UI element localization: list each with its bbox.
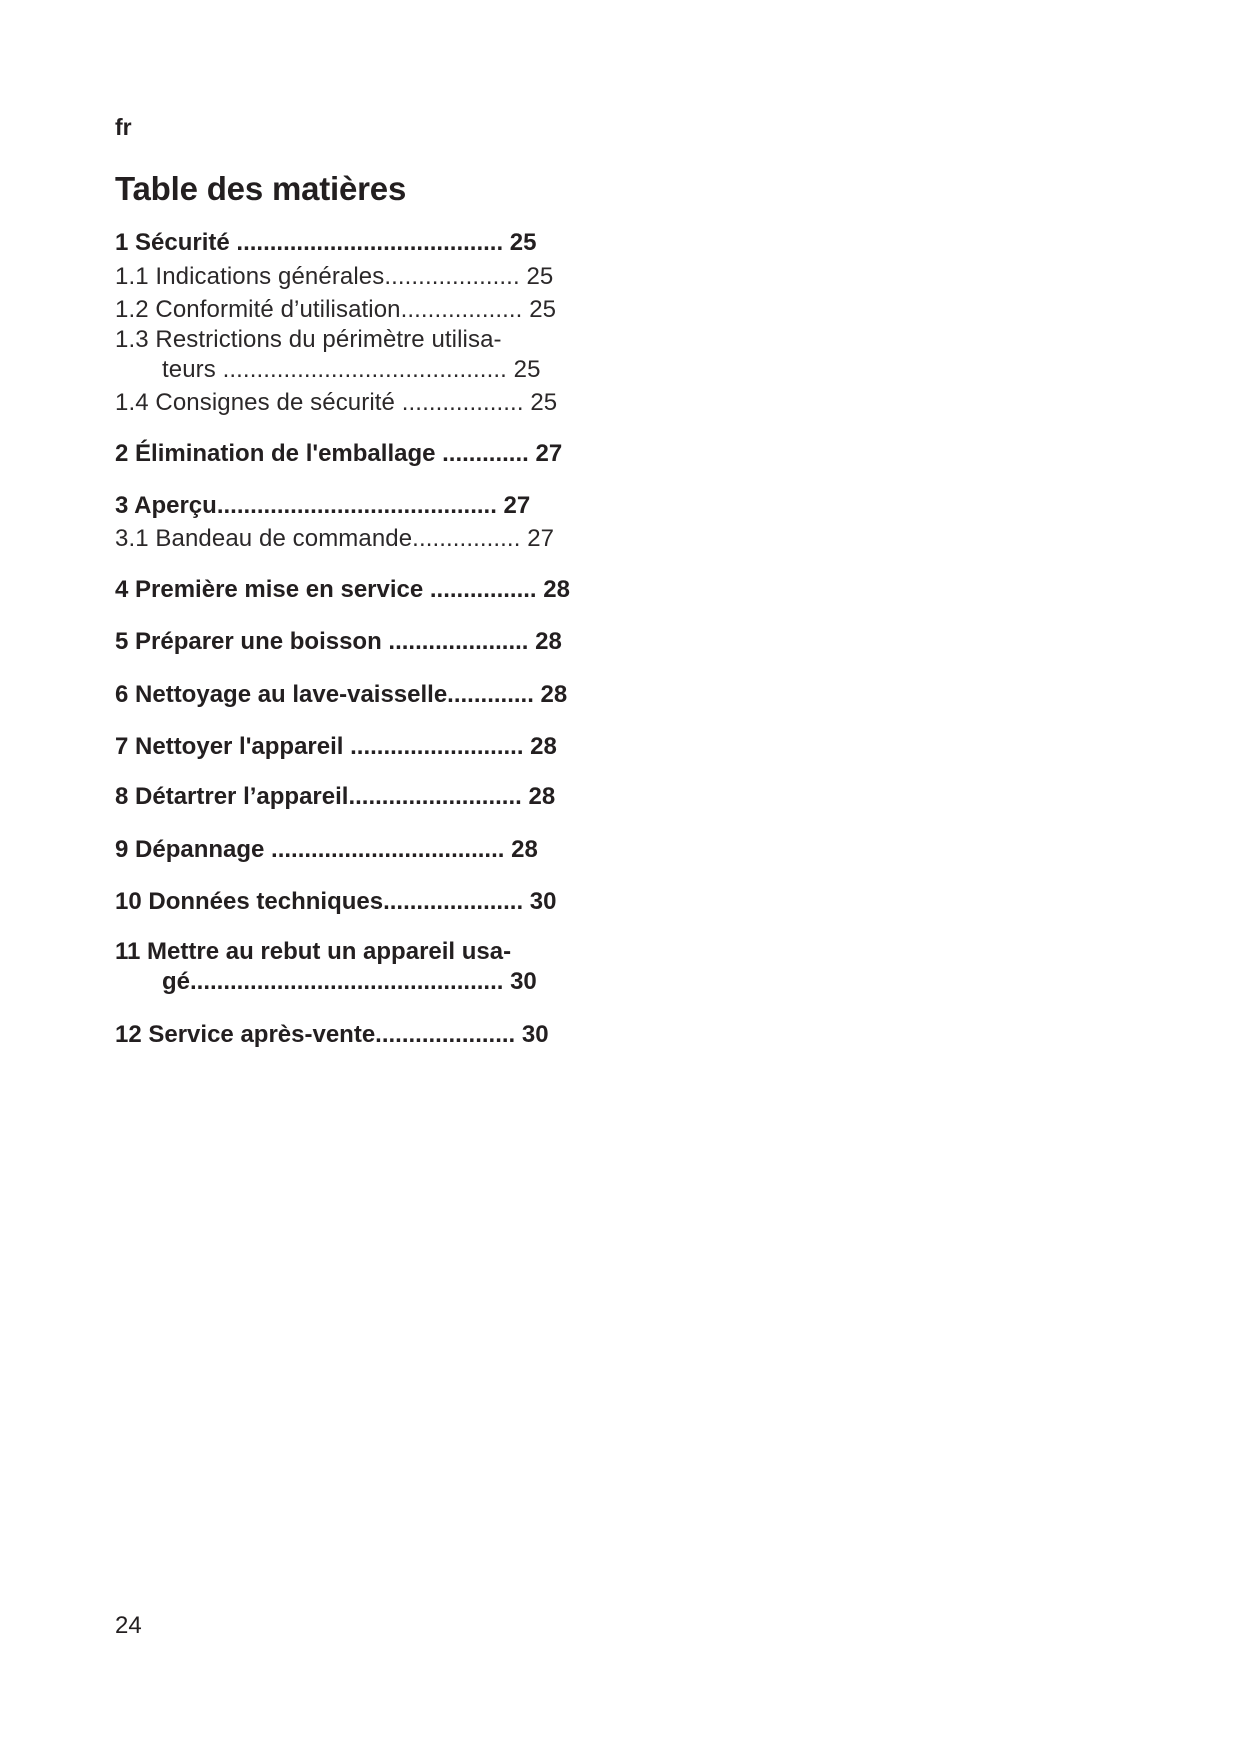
toc-entry-11[interactable]: 11 Mettre au rebut un appareil usa- (115, 938, 512, 965)
page-title: Table des matières (115, 170, 407, 207)
toc-entry-3-1[interactable]: 3.1 Bandeau de commande................ 27 (115, 525, 555, 552)
toc-entry-9[interactable]: 9 Dépannage ................................... 28 (115, 836, 538, 863)
toc-entry-3[interactable]: 3 Aperçu.......................................... 27 (115, 492, 531, 519)
toc-entry-7[interactable]: 7 Nettoyer l'appareil .......................... 28 (115, 733, 557, 760)
toc-entry-1-3[interactable]: 1.3 Restrictions du périmètre utilisa- (115, 326, 502, 353)
toc-entry-8[interactable]: 8 Détartrer l’appareil.......................... 28 (115, 783, 556, 810)
toc-entry-6[interactable]: 6 Nettoyage au lave-vaisselle............. 28 (115, 681, 568, 708)
toc-entry-1-2[interactable]: 1.2 Conformité d’utilisation.................. 25 (115, 296, 557, 323)
toc-entry-5[interactable]: 5 Préparer une boisson ..................... 28 (115, 628, 562, 655)
toc-entry-12[interactable]: 12 Service après-vente..................... 30 (115, 1021, 549, 1048)
toc-entry-11-continued[interactable]: gé............................................... 30 (162, 968, 537, 995)
toc-entry-1-1[interactable]: 1.1 Indications générales.................... 25 (115, 263, 554, 290)
toc-entry-4[interactable]: 4 Première mise en service ................ 28 (115, 576, 570, 603)
language-code: fr (115, 114, 132, 140)
toc-entry-1-3-continued[interactable]: teurs .......................................... 25 (162, 356, 541, 383)
toc-entry-1-4[interactable]: 1.4 Consignes de sécurité .................. 25 (115, 389, 558, 416)
toc-entry-1[interactable]: 1 Sécurité ........................................ 25 (115, 229, 537, 256)
page-number: 24 (115, 1612, 142, 1639)
toc-entry-10[interactable]: 10 Données techniques..................... 30 (115, 888, 557, 915)
toc-entry-2[interactable]: 2 Élimination de l'emballage ............. 27 (115, 440, 563, 467)
